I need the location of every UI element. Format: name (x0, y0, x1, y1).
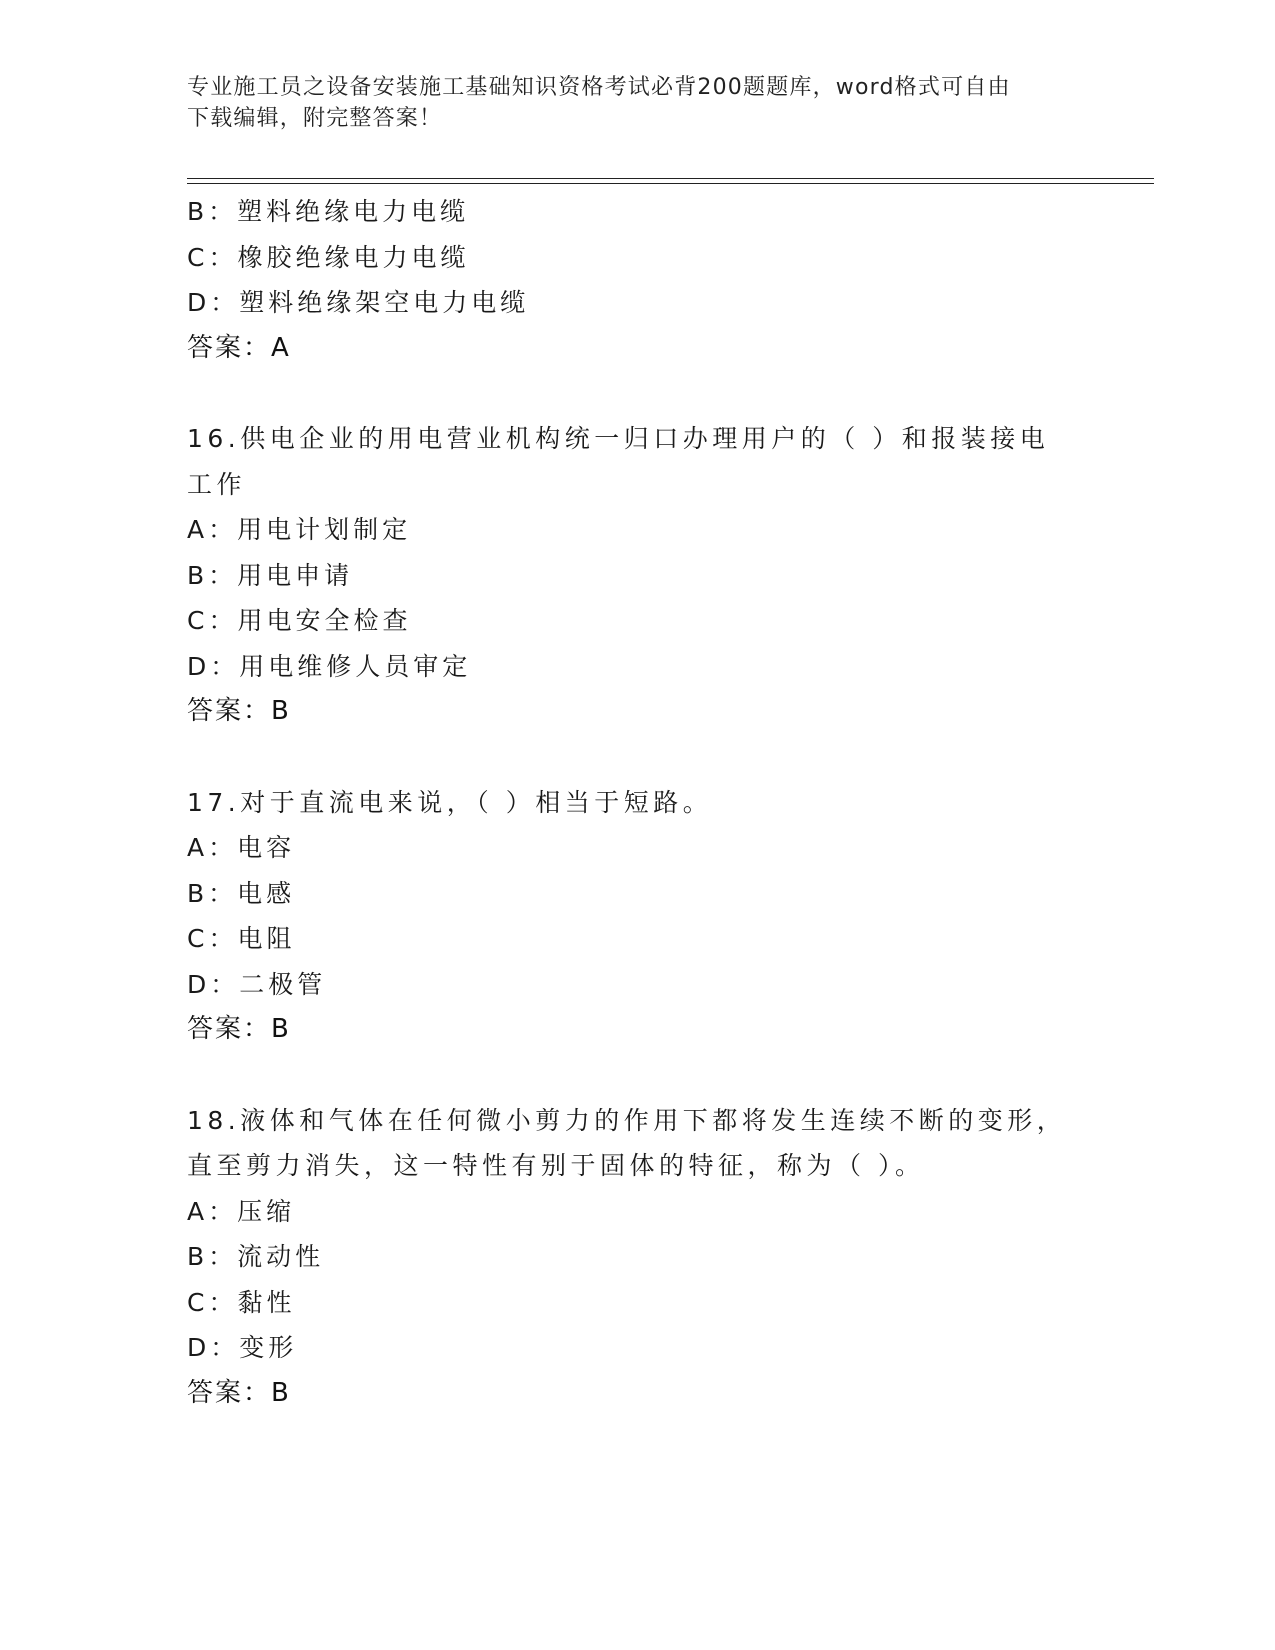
option-c: C：黏性 (187, 1287, 296, 1317)
question-18 (187, 1098, 1087, 1417)
spacer (187, 1053, 1087, 1098)
option-d: D：塑料绝缘架空电力电缆 (187, 288, 530, 317)
question-text: 18.液体和气体在任何微小剪力的作用下都将发生连续不断的变形，直至剪力消失，这一特性有别于固体的特征，称为（ ）。 (187, 1105, 1067, 1180)
header-divider-bottom (187, 183, 1154, 184)
answer-text: 答案：B (187, 696, 291, 726)
option-b: B：流动性 (187, 1242, 325, 1271)
answer-text: 答案：A (187, 332, 291, 363)
question-17 (187, 780, 1087, 1053)
option-d: D：变形 (187, 1333, 298, 1362)
question-text: 17.对于直流电来说，（ ）相当于短路。 (187, 787, 713, 817)
option-c: C：橡胶绝缘电力电缆 (187, 242, 470, 272)
question-16 (187, 416, 1087, 735)
answer-text: 答案：B (187, 1014, 291, 1044)
question-15-continuation (187, 189, 1087, 371)
spacer (187, 371, 1087, 416)
option-a: A：压缩 (187, 1196, 296, 1226)
question-list (187, 189, 1087, 1416)
option-c: C：电阻 (187, 924, 296, 953)
option-c: C：用电安全检查 (187, 606, 412, 635)
option-b: B：电感 (187, 878, 296, 908)
option-a: A：用电计划制定 (187, 515, 412, 544)
page-header (187, 72, 1087, 134)
answer-text: 答案：B (187, 1377, 291, 1408)
question-text: 16.供电企业的用电营业机构统一归口办理用户的（ ）和报装接电工作 (187, 424, 1050, 499)
option-d: D：用电维修人员审定 (187, 651, 472, 681)
option-d: D：二极管 (187, 969, 327, 999)
header-divider-top (187, 178, 1154, 179)
option-b: B：塑料绝缘电力电缆 (187, 197, 470, 226)
header-line-1: 专业施工员之设备安装施工基础知识资格考试必背200题题库，word格式可自由 (187, 75, 1011, 100)
header-line-2: 下载编辑，附完整答案！ (187, 106, 443, 131)
option-a: A：电容 (187, 833, 296, 862)
spacer (187, 735, 1087, 780)
option-b: B：用电申请 (187, 560, 354, 590)
